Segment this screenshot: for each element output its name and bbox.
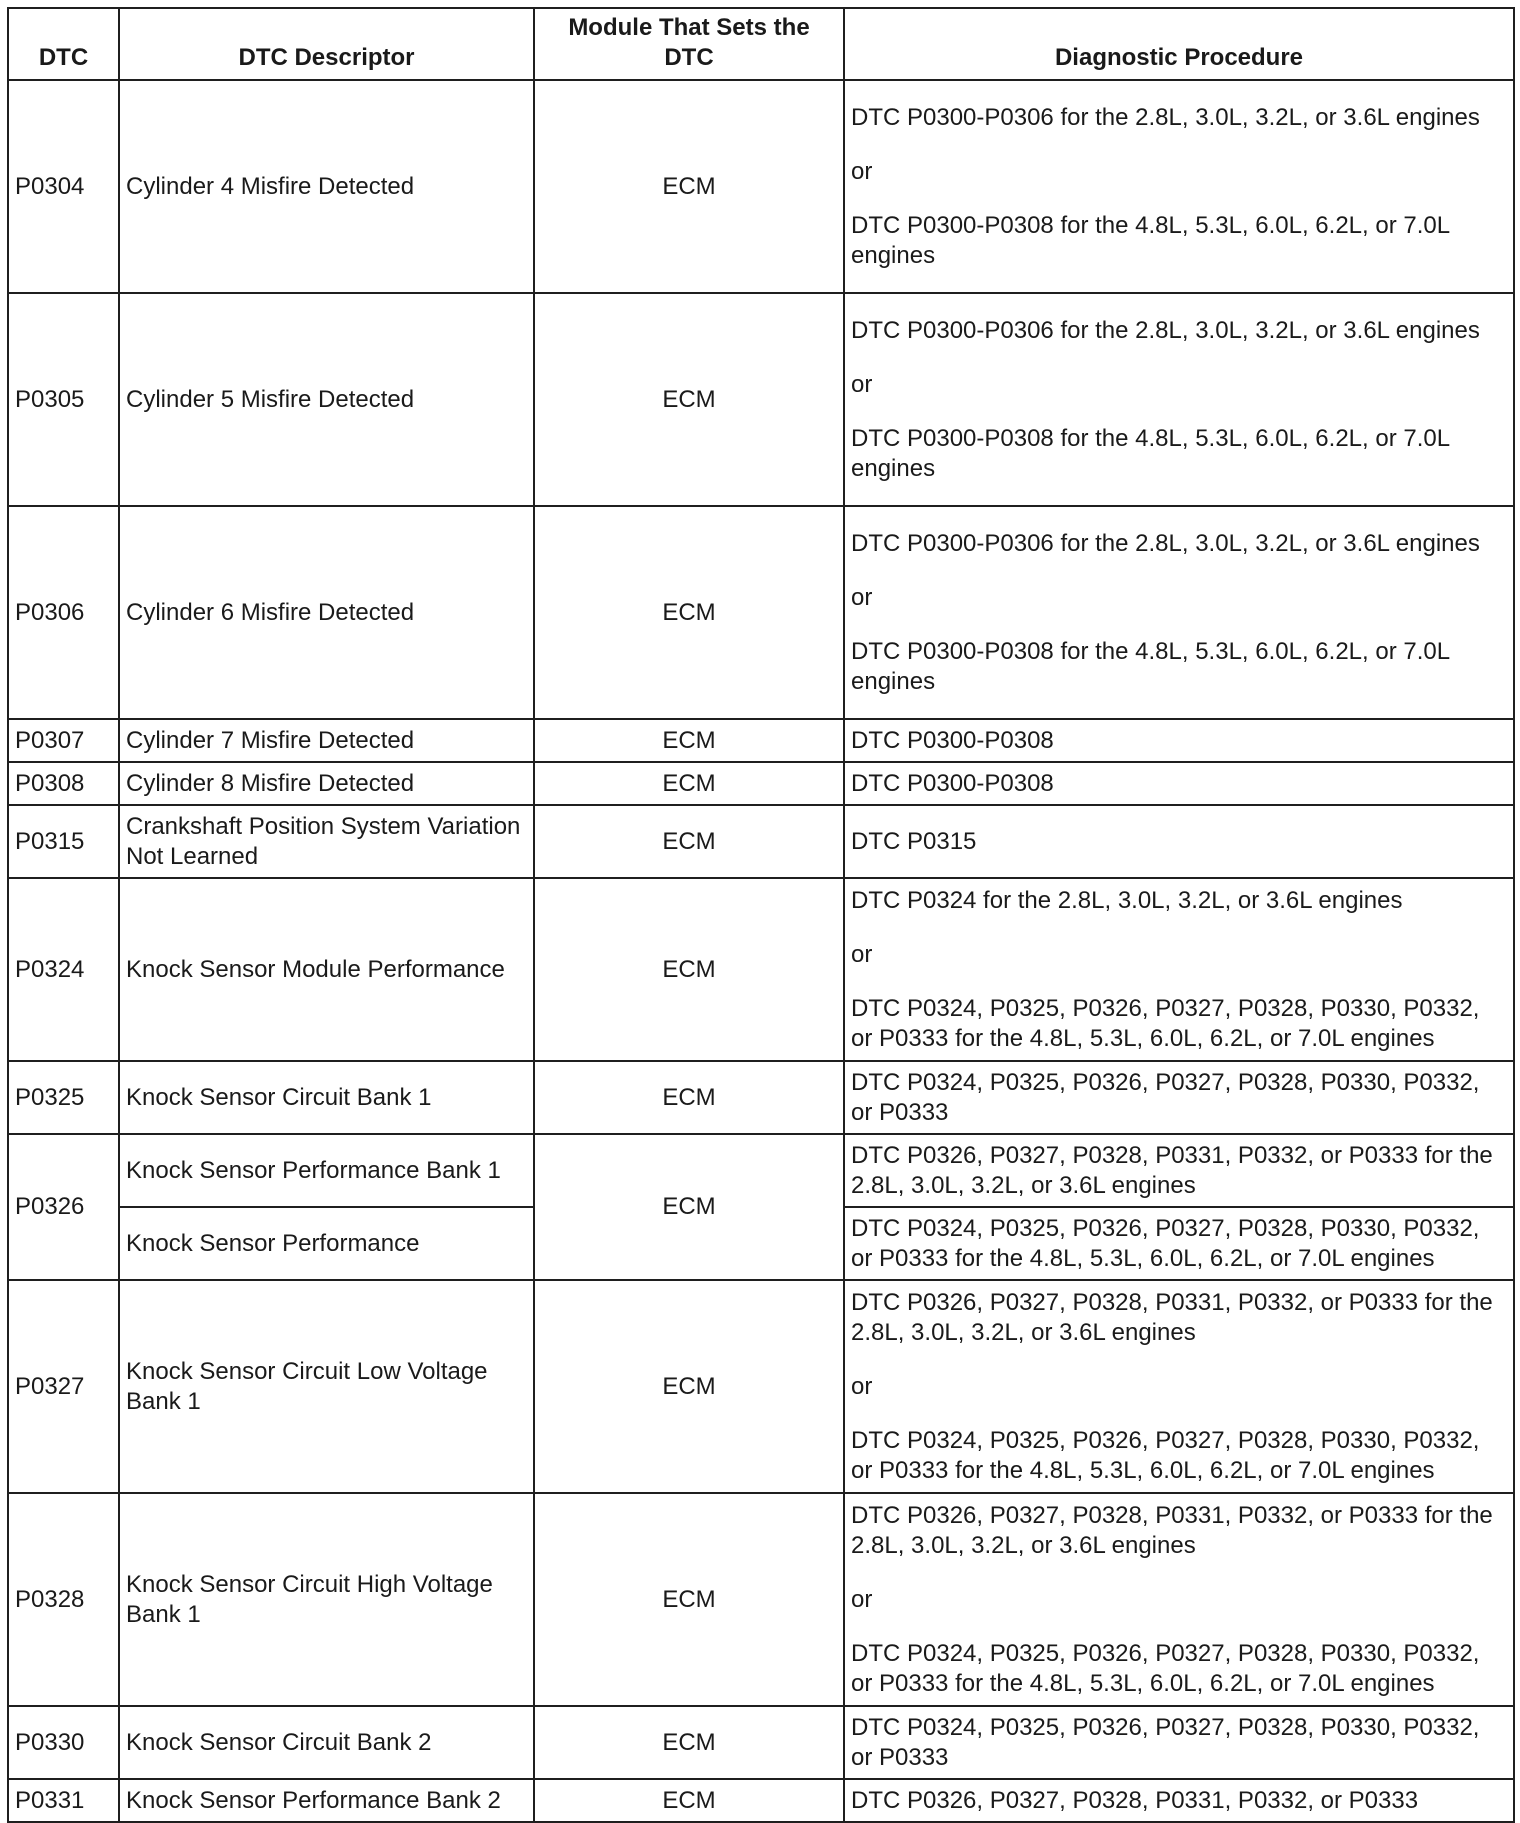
dtc-descriptor: Cylinder 5 Misfire Detected — [119, 293, 534, 506]
dtc-code: P0331 — [8, 1779, 119, 1822]
dtc-code: P0327 — [8, 1280, 119, 1493]
line-gap — [851, 559, 1507, 583]
line-gap — [851, 1348, 1507, 1372]
header-procedure: Diagnostic Procedure — [844, 8, 1514, 80]
header-module: Module That Sets the DTC — [534, 8, 844, 80]
module: ECM — [534, 1134, 844, 1280]
line-gap — [851, 1561, 1507, 1585]
procedure-line: DTC P0324, P0325, P0326, P0327, P0328, P0330, P0332, or P0333 — [851, 1068, 1480, 1126]
procedure-line: DTC P0300-P0306 for the 2.8L, 3.0L, 3.2L, or 3.6L engines — [851, 103, 1480, 131]
diagnostic-procedure — [844, 1706, 1514, 1779]
table-row — [8, 1280, 1514, 1493]
dtc-descriptor: Knock Sensor Circuit High Voltage Bank 1 — [119, 1493, 534, 1706]
table-row — [8, 762, 1514, 805]
table-row — [8, 80, 1514, 293]
diagnostic-procedure — [844, 805, 1514, 878]
procedure-line: DTC P0324, P0325, P0326, P0327, P0328, P0330, P0332, or P0333 — [851, 1713, 1480, 1771]
table-row — [8, 1134, 1514, 1207]
line-gap — [851, 400, 1507, 424]
diagnostic-procedure — [844, 506, 1514, 719]
diagnostic-procedure — [844, 1779, 1514, 1822]
line-gap — [851, 1402, 1507, 1426]
procedure-line: DTC P0300-P0306 for the 2.8L, 3.0L, 3.2L, or 3.6L engines — [851, 529, 1480, 557]
diagnostic-procedure — [844, 762, 1514, 805]
diagnostic-procedure — [844, 80, 1514, 293]
dtc-table — [7, 7, 1515, 1823]
procedure-line: DTC P0300-P0308 for the 4.8L, 5.3L, 6.0L, 6.2L, or 7.0L engines — [851, 637, 1450, 695]
module: ECM — [534, 1779, 844, 1822]
dtc-descriptor: Knock Sensor Performance Bank 2 — [119, 1779, 534, 1822]
table-row — [8, 805, 1514, 878]
dtc-descriptor: Cylinder 4 Misfire Detected — [119, 80, 534, 293]
dtc-code: P0305 — [8, 293, 119, 506]
table-row — [8, 1706, 1514, 1779]
line-gap — [851, 970, 1507, 994]
line-gap — [851, 187, 1507, 211]
procedure-line: or — [851, 940, 873, 968]
module: ECM — [534, 506, 844, 719]
procedure-line: DTC P0315 — [851, 827, 977, 855]
diagnostic-procedure — [844, 1493, 1514, 1706]
header-row — [8, 8, 1514, 80]
table-row — [8, 878, 1514, 1061]
procedure-line: DTC P0326, P0327, P0328, P0331, P0332, or P0333 for the 2.8L, 3.0L, 3.2L, or 3.6L engines — [851, 1141, 1493, 1199]
module: ECM — [534, 293, 844, 506]
dtc-code: P0307 — [8, 719, 119, 762]
procedure-line: DTC P0326, P0327, P0328, P0331, P0332, or P0333 for the 2.8L, 3.0L, 3.2L, or 3.6L engines — [851, 1288, 1493, 1346]
module: ECM — [534, 1493, 844, 1706]
procedure-line: DTC P0300-P0308 — [851, 769, 1054, 797]
diagnostic-procedure — [844, 878, 1514, 1061]
diagnostic-procedure — [844, 1207, 1514, 1280]
module: ECM — [534, 805, 844, 878]
dtc-descriptor: Knock Sensor Performance — [119, 1207, 534, 1280]
dtc-code: P0315 — [8, 805, 119, 878]
table-row — [8, 1779, 1514, 1822]
dtc-descriptor: Knock Sensor Circuit Bank 1 — [119, 1061, 534, 1134]
diagnostic-procedure — [844, 1280, 1514, 1493]
procedure-line: DTC P0326, P0327, P0328, P0331, P0332, or P0333 for the 2.8L, 3.0L, 3.2L, or 3.6L engines — [851, 1501, 1493, 1559]
table-row — [8, 1061, 1514, 1134]
diagnostic-procedure — [844, 719, 1514, 762]
procedure-line: DTC P0324, P0325, P0326, P0327, P0328, P0330, P0332, or P0333 for the 4.8L, 5.3L, 6.0L, 6.2L, or 7.0L engines — [851, 1426, 1480, 1484]
procedure-line: DTC P0324, P0325, P0326, P0327, P0328, P0330, P0332, or P0333 for the 4.8L, 5.3L, 6.0L, 6.2L, or 7.0L engines — [851, 994, 1480, 1052]
procedure-line: DTC P0300-P0308 for the 4.8L, 5.3L, 6.0L, 6.2L, or 7.0L engines — [851, 424, 1450, 482]
procedure-line: or — [851, 370, 873, 398]
dtc-descriptor: Knock Sensor Circuit Bank 2 — [119, 1706, 534, 1779]
dtc-descriptor: Crankshaft Position System Variation Not Learned — [119, 805, 534, 878]
procedure-line: or — [851, 1372, 873, 1400]
module: ECM — [534, 762, 844, 805]
dtc-descriptor: Cylinder 6 Misfire Detected — [119, 506, 534, 719]
table-row — [8, 719, 1514, 762]
line-gap — [851, 133, 1507, 157]
procedure-line: DTC P0324, P0325, P0326, P0327, P0328, P0330, P0332, or P0333 for the 4.8L, 5.3L, 6.0L, 6.2L, or 7.0L engines — [851, 1639, 1480, 1697]
module: ECM — [534, 719, 844, 762]
line-gap — [851, 613, 1507, 637]
procedure-line: DTC P0324, P0325, P0326, P0327, P0328, P0330, P0332, or P0333 for the 4.8L, 5.3L, 6.0L, 6.2L, or 7.0L engines — [851, 1214, 1480, 1272]
module: ECM — [534, 1706, 844, 1779]
table-row — [8, 506, 1514, 719]
dtc-descriptor: Cylinder 8 Misfire Detected — [119, 762, 534, 805]
header-dtc: DTC — [8, 8, 119, 80]
dtc-code: P0330 — [8, 1706, 119, 1779]
module: ECM — [534, 1061, 844, 1134]
line-gap — [851, 1615, 1507, 1639]
procedure-line: or — [851, 583, 873, 611]
dtc-descriptor: Knock Sensor Circuit Low Voltage Bank 1 — [119, 1280, 534, 1493]
dtc-code: P0326 — [8, 1134, 119, 1280]
procedure-line: DTC P0324 for the 2.8L, 3.0L, 3.2L, or 3.6L engines — [851, 886, 1403, 914]
module: ECM — [534, 878, 844, 1061]
procedure-line: DTC P0300-P0306 for the 2.8L, 3.0L, 3.2L, or 3.6L engines — [851, 316, 1480, 344]
diagnostic-procedure — [844, 1061, 1514, 1134]
dtc-code: P0328 — [8, 1493, 119, 1706]
table-row — [8, 293, 1514, 506]
procedure-line: DTC P0326, P0327, P0328, P0331, P0332, or P0333 — [851, 1786, 1419, 1814]
module: ECM — [534, 80, 844, 293]
dtc-descriptor: Knock Sensor Module Performance — [119, 878, 534, 1061]
table-row — [8, 1493, 1514, 1706]
dtc-descriptor: Knock Sensor Performance Bank 1 — [119, 1134, 534, 1207]
procedure-line: DTC P0300-P0308 — [851, 726, 1054, 754]
table-body — [8, 80, 1514, 1822]
dtc-code: P0308 — [8, 762, 119, 805]
dtc-code: P0304 — [8, 80, 119, 293]
diagnostic-procedure — [844, 1134, 1514, 1207]
header-descriptor: DTC Descriptor — [119, 8, 534, 80]
dtc-code: P0325 — [8, 1061, 119, 1134]
dtc-descriptor: Cylinder 7 Misfire Detected — [119, 719, 534, 762]
procedure-line: DTC P0300-P0308 for the 4.8L, 5.3L, 6.0L, 6.2L, or 7.0L engines — [851, 211, 1450, 269]
dtc-code: P0306 — [8, 506, 119, 719]
line-gap — [851, 916, 1507, 940]
dtc-code: P0324 — [8, 878, 119, 1061]
procedure-line: or — [851, 1585, 873, 1613]
procedure-line: or — [851, 157, 873, 185]
dtc-table-page — [7, 7, 1513, 1823]
module: ECM — [534, 1280, 844, 1493]
line-gap — [851, 346, 1507, 370]
diagnostic-procedure — [844, 293, 1514, 506]
